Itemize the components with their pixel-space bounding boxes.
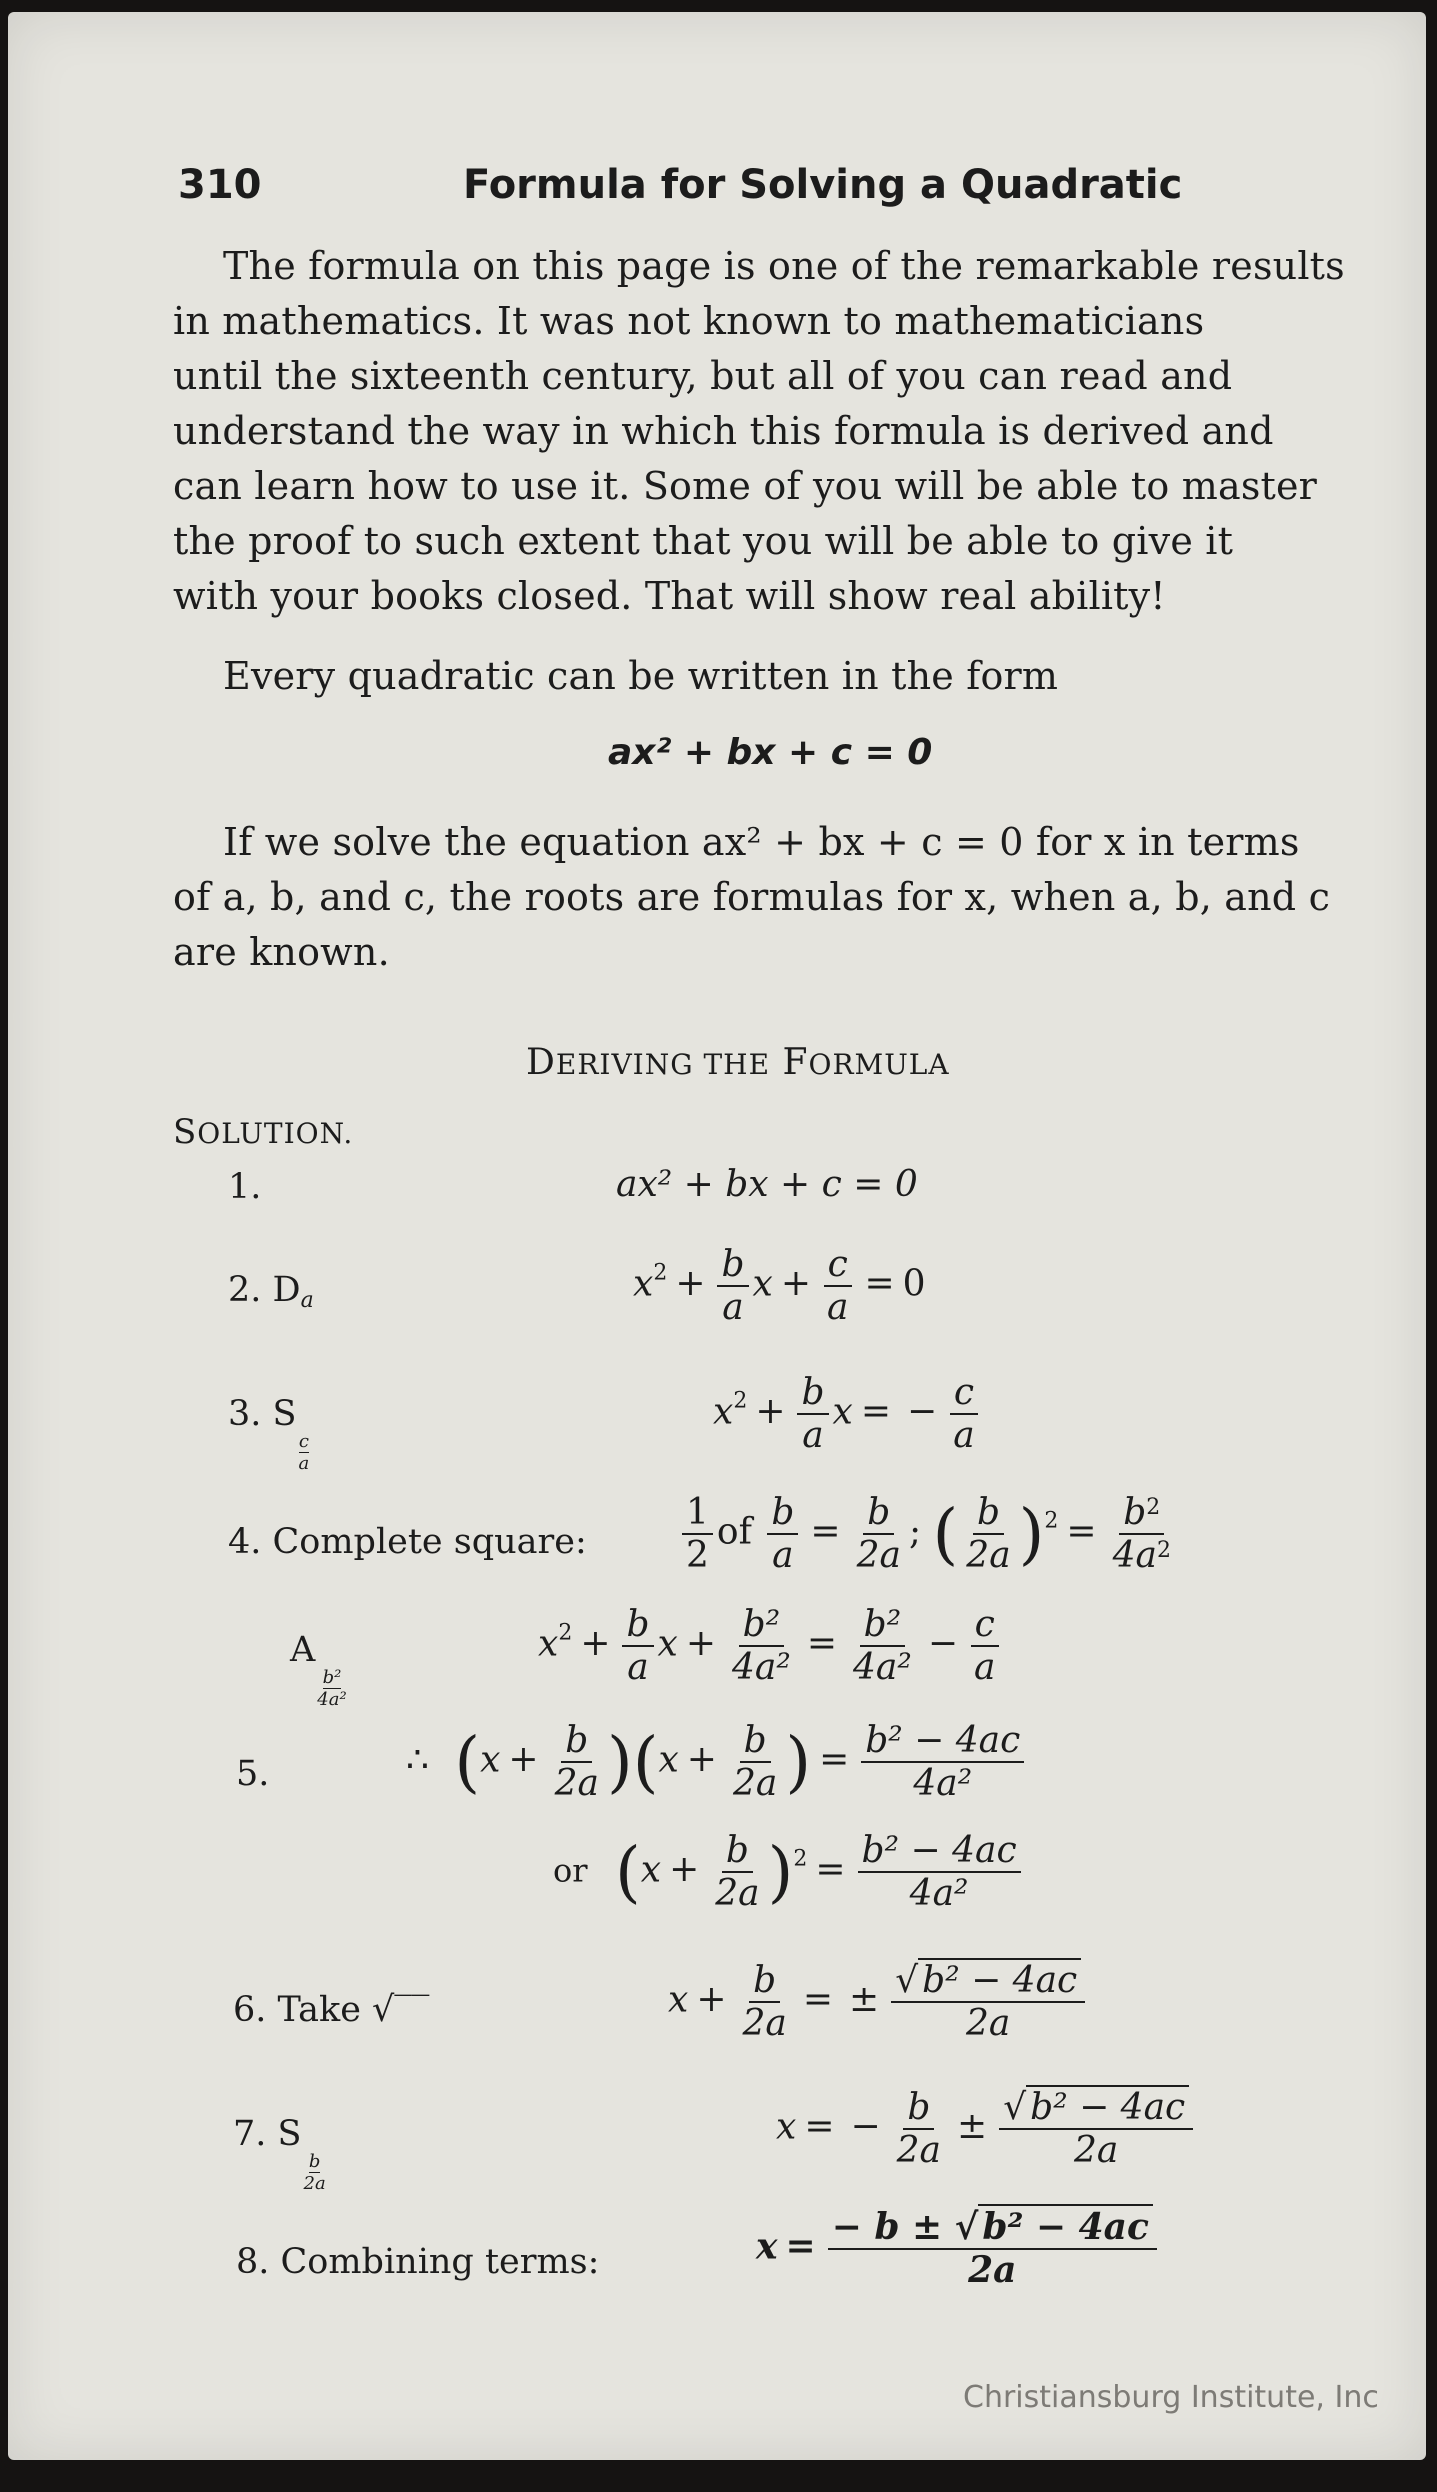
step-7-label: 7. S $\frac{b}{2a}$	[233, 2114, 326, 2194]
step-6-equation: x + $\frac{b}{2a}$ = ± $\frac{\text{√ b² − 4ac}}{2a}$	[668, 1960, 1089, 2045]
intro-line: in mathematics. It was not known to mathematicians	[173, 299, 1205, 343]
intro-line: can learn how to use it. Some of you will be able to master	[173, 464, 1318, 508]
intro-line: understand the way in which this formula is derived and	[173, 409, 1274, 453]
step-4-label: 4. Complete square:	[228, 1522, 587, 1562]
solution-label: SOLUTION.	[173, 1112, 354, 1152]
book-page	[8, 12, 1426, 2460]
intro-line: until the sixteenth century, but all of you can read and	[173, 354, 1233, 398]
step-5-or-equation: or (x + $\frac{b}{2a}$ )$^2$ = $\frac{\text{b² − 4ac}}{\text{4a²}}$	[553, 1830, 1025, 1915]
intro-line: with your books closed. That will show real ability!	[173, 574, 1166, 618]
step-5-equation: ∴ (x + $\frac{b}{2a}$ )(x + $\frac{b}{2a}$ ) = $\frac{\text{b² − 4ac}}{\text{4a²}}$	[406, 1720, 1028, 1805]
step-1-label: 1.	[228, 1167, 262, 1207]
intro-line: The formula on this page is one of the remarkable results	[223, 244, 1345, 288]
intro-line: the proof to such extent that you will be able to give it	[173, 519, 1234, 563]
solve-line: of a, b, and c, the roots are formulas for x, when a, b, and c	[173, 875, 1331, 919]
watermark: Christiansburg Institute, Inc	[963, 2380, 1379, 2415]
step-7-equation: x = − $\frac{b}{2a}$ ± $\frac{\text{√ b² − 4ac}}{2a}$	[776, 2087, 1197, 2172]
step-4-add-label: A $\frac{\text{b²}}{\text{4a²}}$	[290, 1630, 347, 1710]
section-heading: DERIVING THE FORMULA	[526, 1042, 950, 1083]
step-3-label: 3. S $\frac{c}{a}$	[228, 1394, 310, 1474]
step-2-equation: $x^2$ + $\frac{b}{a}$ x + $\frac{c}{a}$ = 0	[633, 1244, 926, 1329]
form-sentence: Every quadratic can be written in the form	[223, 654, 1059, 698]
page-number: 310	[178, 162, 262, 208]
solve-line: If we solve the equation ax² + bx + c = 0 for x in terms	[223, 820, 1300, 864]
quadratic-formula: x = $\frac{\text{− b ± √ b² − 4ac}}{2a}$	[756, 2207, 1161, 2292]
step-2-label: 2. $D_a$	[228, 1270, 314, 1313]
step-8-label: 8. Combining terms:	[236, 2242, 600, 2282]
step-6-label: 6. Take √‾‾	[233, 1990, 430, 2030]
solve-line: are known.	[173, 930, 390, 974]
step-3-equation: $x^2$ + $\frac{b}{a}$ x = − $\frac{c}{a}$	[713, 1372, 983, 1457]
step-1-equation: ax² + bx + c = 0	[616, 1164, 918, 1205]
step-5-label: 5.	[236, 1754, 270, 1794]
step-4-add-equation: $x^2$ + $\frac{b}{a}$ x + $\frac{\text{b²}}{\text{4a²}}$ = $\frac{\text{b²}}{\text{4a²}}$ − $\frac{c}{a}$	[538, 1604, 1003, 1689]
step-4-equation: $\frac{1}{2}$ of $\frac{b}{a}$ = $\frac{b}{2a}$ ; ( $\frac{b}{2a}$ )$^2$ = $\frac{b^2}{4a^2}$	[678, 1492, 1179, 1577]
general-form-equation: ax² + bx + c = 0	[608, 732, 933, 773]
page-title: Formula for Solving a Quadratic	[463, 162, 1183, 208]
